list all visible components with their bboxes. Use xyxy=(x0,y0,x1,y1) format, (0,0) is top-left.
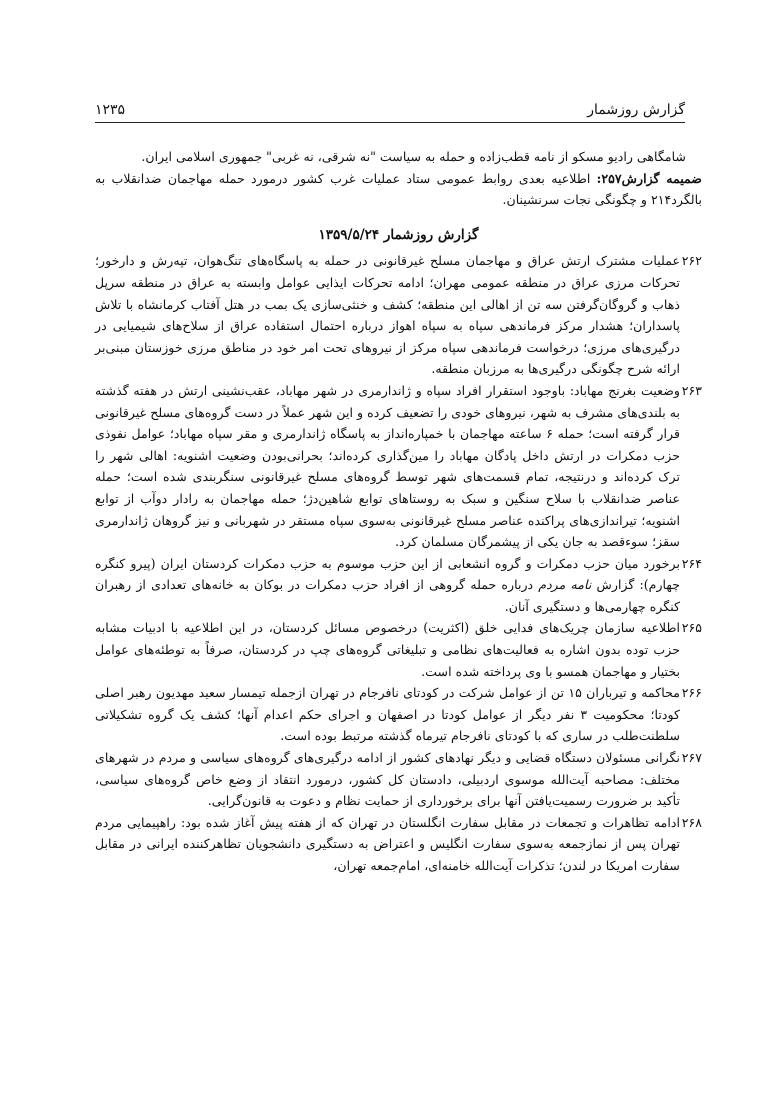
item-text: وضعیت بغرنج مهاباد: باوجود استقرار افراد سپاه و ژاندارمری در شهر مهاباد، عقب‌نشینی ارتش در هفته گذشته به بلندی‌های مشرف به شهر، نیروهای خودی را تضعیف کرده و این شهر عملاً در دست گروه‌های مسلح غیرقانونی قرار گرفته است؛ حمله ۶ ساعته مهاجمان با خمپاره‌انداز به پاسگاه ژاندارمری و مقر سپاه مهاباد؛ عوامل نفوذی حزب دمکرات در ارتش داخل پادگان مهاباد را مین‌گذاری کرده‌اند؛ بحرانی‌بودن وضعیت اشنویه: اهالی شهر را ترک کرده‌اند و درنتیجه، تمام قسمت‌های شهر توسط گروه‌های مسلح غیرقانونی سنگربندی شده است؛ حمله عناصر ضدانقلاب با سلاح سنگین و سبک به روستاهای توابع شاهین‌دژ؛ حمله مهاجمان به رادار دوآب از توابع اشنویه؛ تیراندازی‌های پراکنده عناصر مسلح غیرقانونی به‌سوی سپاه مستقر در شهربانی و نیز گروهان ژاندارمری سقز؛ سوءقصد به جان یکی از پیشمرگان مسلمان کرد. xyxy=(95,382,680,550)
report-item xyxy=(95,747,702,812)
supplement-text: اطلاعیه بعدی روابط عمومی ستاد عملیات غرب کشور درمورد حمله مهاجمان ضدانقلاب به بالگرد۲۱۴ و چگونگی نجات سرنشینان. xyxy=(95,170,702,208)
item-text xyxy=(95,553,680,618)
item-number: ۲۶۵ xyxy=(681,620,702,636)
running-title: گزارش روزشمار xyxy=(587,102,685,118)
publication-name: نامه مردم xyxy=(538,577,592,593)
report-item xyxy=(95,682,702,747)
report-item xyxy=(95,380,702,553)
page-header xyxy=(95,90,685,123)
item-text: نگرانی مسئولان دستگاه قضایی و دیگر نهادهای کشور از ادامه درگیری‌های گروه‌های سیاسی و مردم در شهرهای مختلف: مصاحبه آیت‌الله موسوی اردبیلی، دادستان کل کشور، درمورد انتقاد از وضع خاص گروه‌های سیاسی، تأکید بر ضرورت رسمیت‌یافتن آنها برای برخورداری از حمایت نظام و دعوت به قانون‌گرایی. xyxy=(95,750,680,809)
section-title: گزارش روزشمار ۱۳۵۹/۵/۲۴ xyxy=(318,226,479,243)
report-item xyxy=(95,617,702,682)
item-text: عملیات مشترک ارتش عراق و مهاجمان مسلح غیرقانونی در حمله به پاسگاه‌های تنگ‌هوان، تپه‌رش و دارخور؛ تحرکات مرزی عراق در منطقه عمومی مهران؛ ادامه تحرکات ایذایی عوامل وابسته به عراق در منطقه سرپل ذهاب و گروگان‌گرفتن سه تن از اهالی این منطقه؛ کشف و خنثی‌سازی یک بمب در هتل آفتاب کرمانشاه با تلاش پاسداران؛ هشدار مرکز فرماندهی سپاه به سپاه اهواز درباره احتمال استفاده عراق از سلاح‌های شیمیایی در درگیری‌های مرزی؛ درخواست فرماندهی سپاه مرکز از نیروهای تحت امر خود در مناطق مرزی خوزستان مبنی‌بر ارائه شرح چگونگی درگیری‌ها به مرزبان منطقه. xyxy=(95,253,680,377)
item-number: ۲۶۸ xyxy=(681,814,702,830)
supplement-label: ضمیمه گزارش۲۵۷: xyxy=(596,170,702,186)
item-number: ۲۶۷ xyxy=(681,750,702,766)
item-text: ادامه تظاهرات و تجمعات در مقابل سفارت انگلستان در تهران که از هفته پیش آغاز شده بود: راهپیمایی مردم تهران پس از نمازجمعه به‌سوی سفارت انگلیس و اعتراض به دستگیری دانشجویان تظاهرکننده ایرانی در مقابل سفارت امریکا در لندن؛ تذکرات آیت‌الله خامنه‌ای، امام‌جمعه تهران، xyxy=(95,814,680,873)
page-body xyxy=(95,146,702,877)
item-text-part: درباره حمله گروهی از افراد حزب دمکرات در بوکان به خانه‌های تعدادی از رهبران کنگره چهارمی‌ها و دستگیری آنان. xyxy=(95,577,680,614)
item-text: اطلاعیه سازمان چریک‌های فدایی خلق (اکثریت) درخصوص مسائل کردستان، در این اطلاعیه با ادبیات مشابه حزب توده بدون اشاره به فعالیت‌های نظامی و تبلیغاتی گروه‌های چپ در کردستان، صرفاً به توطئه‌های عوامل بختیار و مهاجمان همسو با وی پرداخته شده است. xyxy=(95,620,680,679)
page-number: ۱۲۳۵ xyxy=(95,102,126,118)
item-text: محاکمه و تیرباران ۱۵ تن از عوامل شرکت در کودتای نافرجام در تهران ازجمله تیمسار سعید مهدیون رهبر اصلی کودتا؛ محکومیت ۳ نفر دیگر از عوامل کودتا در اصفهان و اجرای حکم اعدام آنها؛ کشف یک گروه تشکیلاتی سلطنت‌طلب در ساری که با کودتای نافرجام تیرماه گذشته مرتبط بوده است. xyxy=(95,685,680,744)
item-number: ۲۶۶ xyxy=(681,685,702,701)
item-number: ۲۶۲ xyxy=(681,253,702,269)
supplement-paragraph xyxy=(95,168,702,211)
intro-paragraph: شامگاهی رادیو مسکو از نامه قطب‌زاده و حمله به سیاست "نه شرقی، نه غربی" جمهوری اسلامی ایران. xyxy=(141,149,686,164)
report-item xyxy=(95,250,702,380)
report-item xyxy=(95,553,702,618)
item-text-part: برخورد میان حزب دمکرات و گروه انشعابی از این حزب موسوم به حزب دمکرات کردستان ایران (پیرو کنگره چهارم): گزارش xyxy=(95,555,680,593)
item-number: ۲۶۴ xyxy=(681,555,702,571)
report-item xyxy=(95,812,702,877)
item-number: ۲۶۳ xyxy=(681,382,702,398)
